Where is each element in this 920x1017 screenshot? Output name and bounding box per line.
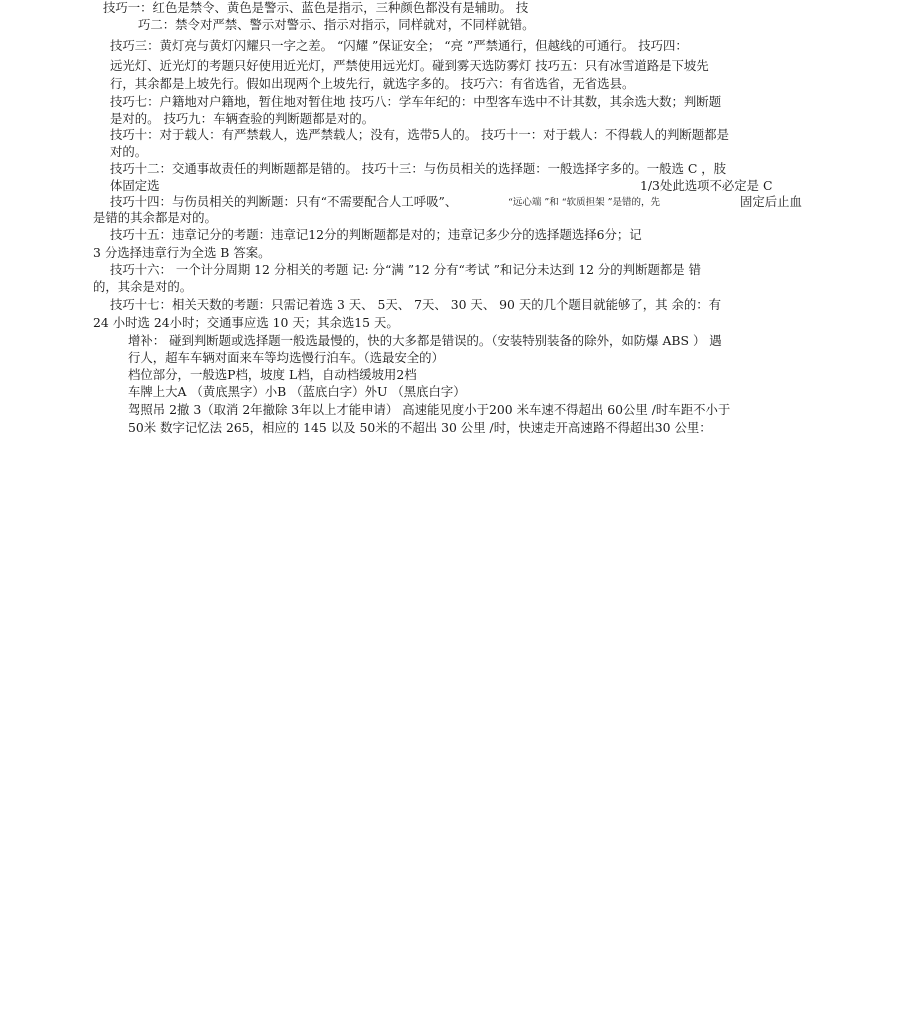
tip-14-line-right: 固定后止血	[740, 194, 802, 209]
tip-7-line: 技巧七：户籍地对户籍地，暂住地对暂住地 技巧八：学车年纪的：中型客车选中不计其数，其余选大数；判断题	[110, 94, 722, 109]
tip-16-line-cont: 的，其余是对的。	[93, 279, 193, 294]
tip-1-line: 技巧一：红色是禁令、黄色是警示、蓝色是指示，三种颜色都没有是辅助。 技	[103, 0, 529, 15]
tip-9-line: 是对的。 技巧九：车辆查验的判断题都是对的。	[110, 111, 375, 126]
tip-2-line: 巧二：禁令对严禁、警示对警示、指示对指示，同样就对，不同样就错。	[138, 17, 535, 32]
supplement-line: 增补： 碰到判断题或选择题一般选最慢的，快的大多都是错误的。（安装特别装备的除外，如防爆 ABS ） 遇	[128, 333, 722, 348]
tip-17-line-cont: 24 小时选 24小时；交通事应选 10 天；其余选15 天。	[93, 315, 399, 330]
tip-16-line: 技巧十六： 一个计分周期 12 分相关的考题 记: 分“满 ”12 分有“考试 ”和记分未达到 12 分的判断题都是 错	[110, 262, 701, 277]
tip-14-line-cont: 是错的其余都是对的。	[93, 210, 217, 225]
tip-12-line: 技巧十二：交通事故责任的判断题都是错的。 技巧十三：与伤员相关的选择题：一般选择字多的。一般选 C ，肢	[110, 161, 727, 176]
tip-13-line: 体固定选	[110, 178, 160, 193]
tip-5-line: 行，其余都是上坡先行。假如出现两个上坡先行，就选字多的。 技巧六：有省选省，无省选县。	[110, 76, 635, 91]
tip-10-line: 技巧十：对于载人：有严禁载人，选严禁载人；没有，选带5人的。 技巧十一：对于载人：不得载人的判断题都是	[110, 127, 729, 142]
tip-3-line: 技巧三：黄灯亮与黄灯闪耀只一字之差。 “闪耀 ”保证安全； “亮 ”严禁通行，但越线的可通行。 技巧四：	[110, 38, 688, 53]
tip-14-line: 技巧十四：与伤员相关的判断题：只有“不需要配合人工呼吸”、	[110, 194, 458, 209]
tip-4-line: 远光灯、近光灯的考题只好使用近光灯，严禁使用远光灯。碰到雾天选防雾灯 技巧五：只有冰雪道路是下坡先	[110, 58, 709, 73]
tip-11-line: 对的。	[110, 144, 148, 159]
tip-15-line-cont: 3 分选择违章行为全选 B 答案。	[93, 245, 271, 260]
tip-15-line: 技巧十五：违章记分的考题：违章记12分的判断题都是对的；违章记多少分的选择题选择6分；记	[110, 227, 642, 242]
plate-line: 车牌上大A （黄底黑字）小B （蓝底白字）外U （黑底白字）	[128, 384, 466, 399]
tip-14-line-small: “远心端 ”和 “软质担架 ”是错的，先	[508, 197, 660, 208]
gear-line: 档位部分，一般选P档，坡度 L档，自动档缓坡用2档	[128, 367, 417, 382]
license-line-cont: 50米 数字记忆法 265，相应的 145 以及 50米的不超出 30 公里 /时，快速走开高速路不得超出30 公里：	[128, 420, 712, 435]
license-line: 驾照吊 2撤 3（取消 2年撤除 3年以上才能申请） 高速能见度小于200 米车速不得超出 60公里 /时车距不小于	[128, 402, 731, 417]
supplement-line-cont: 行人，超车车辆对面来车等均选慢行泊车。（选最安全的）	[128, 350, 444, 365]
tip-17-line: 技巧十七：相关天数的考题：只需记着选 3 天、 5天、 7天、 30 天、 90 天的几个题目就能够了，其 余的：有	[110, 297, 722, 312]
tip-13-line-right: 1/3处此选项不必定是 C	[640, 178, 773, 193]
